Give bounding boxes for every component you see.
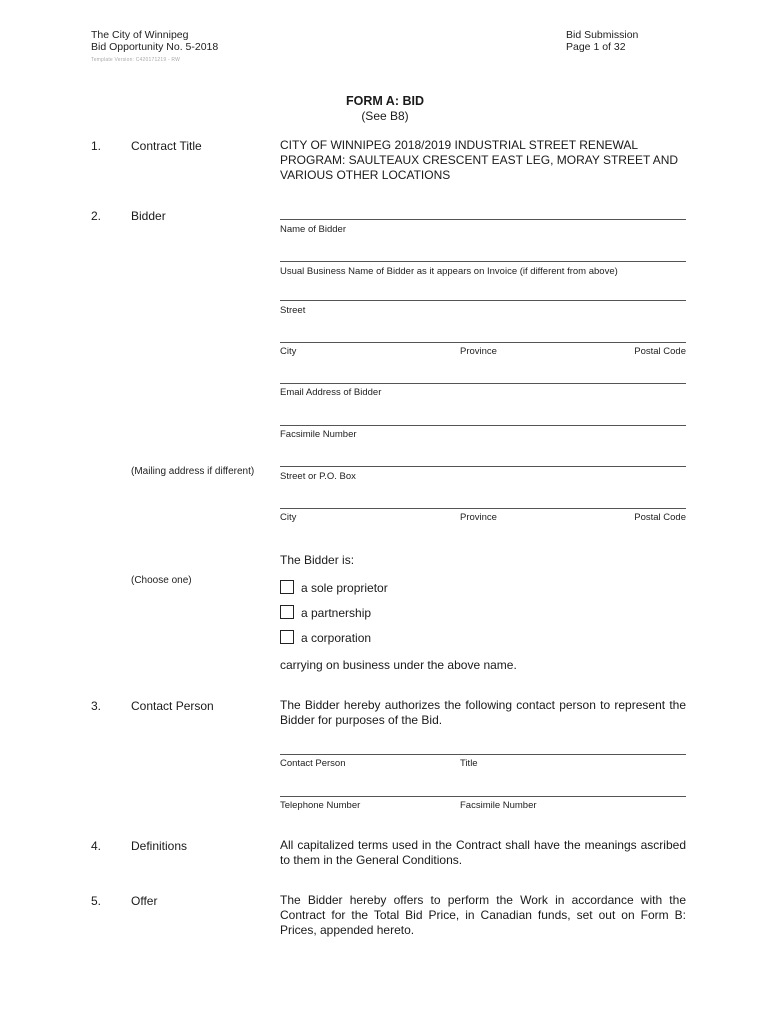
section-3-label: Contact Person — [131, 699, 214, 713]
form-subtitle: (See B8) — [361, 109, 409, 123]
mailing-address-note: (Mailing address if different) — [131, 466, 255, 477]
section-1-label: Contract Title — [131, 139, 202, 153]
sole-proprietor-checkbox[interactable] — [280, 580, 294, 594]
sole-proprietor-label: a sole proprietor — [301, 581, 388, 595]
section-2-label: Bidder — [131, 209, 166, 223]
bidder-is-label: The Bidder is: — [280, 553, 355, 567]
business-name-caption: Usual Business Name of Bidder as it appears on Invoice (if different from above) — [280, 266, 618, 277]
contract-title-text: CITY OF WINNIPEG 2018/2019 INDUSTRIAL STREET RENEWAL PROGRAM: SAULTEAUX CRESCENT EAST LEG, MORAY STREET AND VARIOUS OTHER LOCATIONS — [280, 138, 679, 182]
section-4-label: Definitions — [131, 839, 188, 853]
header-template-version: Template Version: C420171219 - RW — [91, 57, 181, 63]
header-bid-opportunity: Bid Opportunity No. 5-2018 — [91, 41, 219, 53]
business-name-field[interactable] — [280, 261, 686, 262]
po-box-caption: Street or P.O. Box — [280, 471, 356, 482]
section-3-number: 3. — [91, 699, 102, 713]
mailing-province-caption: Province — [460, 512, 497, 523]
fax-field[interactable] — [280, 425, 686, 426]
section-5-label: Offer — [131, 894, 158, 908]
carrying-on-business-text: carrying on business under the above name. — [280, 658, 517, 672]
bidder-name-field[interactable] — [280, 219, 686, 220]
contact-title-caption: Title — [460, 758, 478, 769]
bidder-name-caption: Name of Bidder — [280, 224, 347, 235]
form-title: FORM A: BID — [346, 94, 424, 108]
partnership-label: a partnership — [301, 606, 372, 620]
city-caption: City — [280, 346, 297, 357]
contact-person-text: The Bidder hereby authorizes the following contact person to represent the Bidder for purposes of the Bid. — [280, 698, 686, 727]
mailing-city-caption: City — [280, 512, 297, 523]
header-page-number: Page 1 of 32 — [566, 41, 626, 53]
telephone-fax-field[interactable] — [280, 796, 686, 797]
section-4-number: 4. — [91, 839, 102, 853]
contact-person-caption: Contact Person — [280, 758, 346, 769]
po-box-field[interactable] — [280, 466, 686, 467]
street-caption: Street — [280, 305, 306, 316]
corporation-label: a corporation — [301, 631, 372, 645]
telephone-caption: Telephone Number — [280, 800, 361, 811]
postal-code-caption: Postal Code — [634, 346, 686, 357]
email-field[interactable] — [280, 383, 686, 384]
fax-caption: Facsimile Number — [280, 429, 357, 440]
offer-text: The Bidder hereby offers to perform the Work in accordance with the Contract for the Total Bid Price, in Canadian funds, set out on Form B: Prices, appended hereto. — [280, 893, 686, 937]
definitions-text: All capitalized terms used in the Contract shall have the meanings ascribed to them in the General Conditions. — [280, 838, 686, 867]
corporation-checkbox[interactable] — [280, 630, 294, 644]
section-5-number: 5. — [91, 894, 102, 908]
province-caption: Province — [460, 346, 497, 357]
contact-person-field[interactable] — [280, 754, 686, 755]
mailing-postal-code-caption: Postal Code — [634, 512, 686, 523]
mailing-city-province-postal-field[interactable] — [280, 508, 686, 509]
section-2-number: 2. — [91, 209, 102, 223]
partnership-checkbox[interactable] — [280, 605, 294, 619]
contact-fax-caption: Facsimile Number — [460, 800, 537, 811]
choose-one-note: (Choose one) — [131, 575, 192, 586]
header-org: The City of Winnipeg — [91, 29, 189, 41]
email-caption: Email Address of Bidder — [280, 387, 382, 398]
header-doc-type: Bid Submission — [566, 29, 639, 41]
section-1-number: 1. — [91, 139, 102, 153]
street-field[interactable] — [280, 300, 686, 301]
city-province-postal-field[interactable] — [280, 342, 686, 343]
